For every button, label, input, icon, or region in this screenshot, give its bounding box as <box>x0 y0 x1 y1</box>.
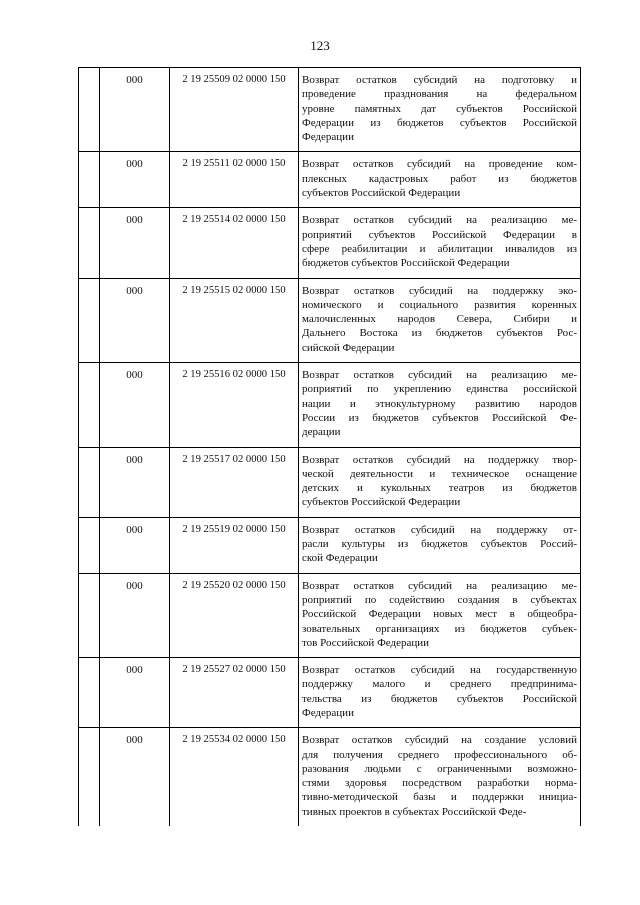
description-line: детских и кукольных театров из бюджетов <box>302 482 577 495</box>
blank-column-cell <box>79 658 100 728</box>
description-line: тивных проектов в субъектах Российской Феде- <box>302 805 527 818</box>
description-line: ческой деятельности и техническое оснащение <box>302 467 577 480</box>
administrator-code-cell: 000 <box>100 68 170 152</box>
budget-code-cell: 2 19 25514 02 0000 150 <box>170 208 299 278</box>
description-line: Возврат остатков субсидий на поддержку твор- <box>302 453 577 466</box>
description-line: номического и социального развития коренных <box>302 298 577 311</box>
page-number: 123 <box>310 38 330 53</box>
table-row <box>79 728 581 826</box>
description-line: тивно-методической базы и поддержки инициа- <box>302 791 577 804</box>
description-cell <box>299 278 581 362</box>
description-line: тельства из бюджетов субъектов Российской <box>302 692 577 705</box>
description-line: плексных кадастровых работ из бюджетов <box>302 172 577 185</box>
description-cell <box>299 363 581 447</box>
table-row <box>79 278 581 362</box>
budget-classification-table <box>78 67 581 826</box>
budget-code-cell: 2 19 25516 02 0000 150 <box>170 363 299 447</box>
description-line: проведение празднования на федеральном <box>302 88 577 101</box>
description-cell <box>299 573 581 657</box>
budget-code-cell: 2 19 25509 02 0000 150 <box>170 68 299 152</box>
description-line: дерации <box>302 426 341 439</box>
blank-column-cell <box>79 573 100 657</box>
description-line: малочисленных народов Севера, Сибири и <box>302 313 577 326</box>
administrator-code-cell: 000 <box>100 658 170 728</box>
description-line: разования людьми с ограниченными возможно- <box>302 762 577 775</box>
description-line: Возврат остатков субсидий на реализацию ме- <box>302 369 577 382</box>
description-cell <box>299 208 581 278</box>
blank-column-cell <box>79 68 100 152</box>
table-row <box>79 363 581 447</box>
table-row <box>79 68 581 152</box>
description-line: зовательных организациях из бюджетов субъек- <box>302 622 577 635</box>
blank-column-cell <box>79 517 100 573</box>
administrator-code-cell: 000 <box>100 447 170 517</box>
blank-column-cell <box>79 278 100 362</box>
budget-code-cell: 2 19 25527 02 0000 150 <box>170 658 299 728</box>
description-cell <box>299 658 581 728</box>
description-line: России из бюджетов субъектов Российской Фе- <box>302 411 577 424</box>
description-line: расли культуры из бюджетов субъектов Россий- <box>302 538 577 551</box>
administrator-code-cell: 000 <box>100 517 170 573</box>
administrator-code-cell: 000 <box>100 278 170 362</box>
blank-column-cell <box>79 363 100 447</box>
table-row <box>79 658 581 728</box>
budget-code-cell: 2 19 25515 02 0000 150 <box>170 278 299 362</box>
description-line: Возврат остатков субсидий на поддержку от- <box>302 523 577 536</box>
description-cell <box>299 152 581 208</box>
description-line: бюджетов субъектов Российской Федерации <box>302 257 510 270</box>
description-line: нации и этнокультурному развитию народов <box>302 397 577 410</box>
budget-code-cell: 2 19 25511 02 0000 150 <box>170 152 299 208</box>
blank-column-cell <box>79 447 100 517</box>
description-line: Возврат остатков субсидий на государственную <box>302 664 577 677</box>
description-line: роприятий по содействию создания в субъектах <box>302 593 577 606</box>
description-line: Возврат остатков субсидий на проведение ком- <box>302 158 577 171</box>
budget-code-cell: 2 19 25520 02 0000 150 <box>170 573 299 657</box>
table-row <box>79 447 581 517</box>
description-cell <box>299 517 581 573</box>
description-line: Возврат остатков субсидий на подготовку и <box>302 74 577 86</box>
description-line: субъектов Российской Федерации <box>302 187 461 200</box>
administrator-code-cell: 000 <box>100 728 170 826</box>
blank-column-cell <box>79 208 100 278</box>
description-line: Федерации <box>302 706 354 719</box>
description-line: Возврат остатков субсидий на реализацию ме- <box>302 579 577 592</box>
description-line: уровне памятных дат субъектов Российской <box>302 102 577 115</box>
description-line: сфере реабилитации и абилитации инвалидов из <box>302 242 577 255</box>
description-line: стями здоровья посредством разработки норма- <box>302 777 577 790</box>
table-row <box>79 517 581 573</box>
description-line: для получения среднего профессионального об- <box>302 748 577 761</box>
description-line: субъектов Российской Федерации <box>302 496 461 509</box>
administrator-code-cell: 000 <box>100 208 170 278</box>
description-cell <box>299 68 581 152</box>
administrator-code-cell: 000 <box>100 363 170 447</box>
description-line: Возврат остатков субсидий на реализацию ме- <box>302 214 577 227</box>
description-line: сийской Федерации <box>302 341 395 354</box>
description-cell <box>299 728 581 826</box>
blank-column-cell <box>79 728 100 826</box>
description-line: Возврат остатков субсидий на поддержку эко- <box>302 284 577 297</box>
description-line: роприятий субъектов Российской Федерации в <box>302 228 577 241</box>
budget-code-cell: 2 19 25519 02 0000 150 <box>170 517 299 573</box>
description-line: тов Российской Федерации <box>302 636 430 649</box>
table-row <box>79 208 581 278</box>
description-line: Российской Федерации новых мест в общеобра- <box>302 608 577 621</box>
administrator-code-cell: 000 <box>100 573 170 657</box>
description-line: Федерации из бюджетов субъектов Российской <box>302 116 577 129</box>
table-row <box>79 573 581 657</box>
description-line: роприятий по укреплению единства российской <box>302 383 577 396</box>
description-line: Федерации <box>302 131 354 144</box>
description-line: Дальнего Востока из бюджетов субъектов Рос- <box>302 327 577 340</box>
description-line: поддержку малого и среднего предпринима- <box>302 678 577 691</box>
administrator-code-cell: 000 <box>100 152 170 208</box>
blank-column-cell <box>79 152 100 208</box>
description-line: ской Федерации <box>302 552 378 565</box>
description-line: Возврат остатков субсидий на создание условий <box>302 734 577 747</box>
description-cell <box>299 447 581 517</box>
table-row <box>79 152 581 208</box>
budget-code-cell: 2 19 25534 02 0000 150 <box>170 728 299 826</box>
budget-code-cell: 2 19 25517 02 0000 150 <box>170 447 299 517</box>
